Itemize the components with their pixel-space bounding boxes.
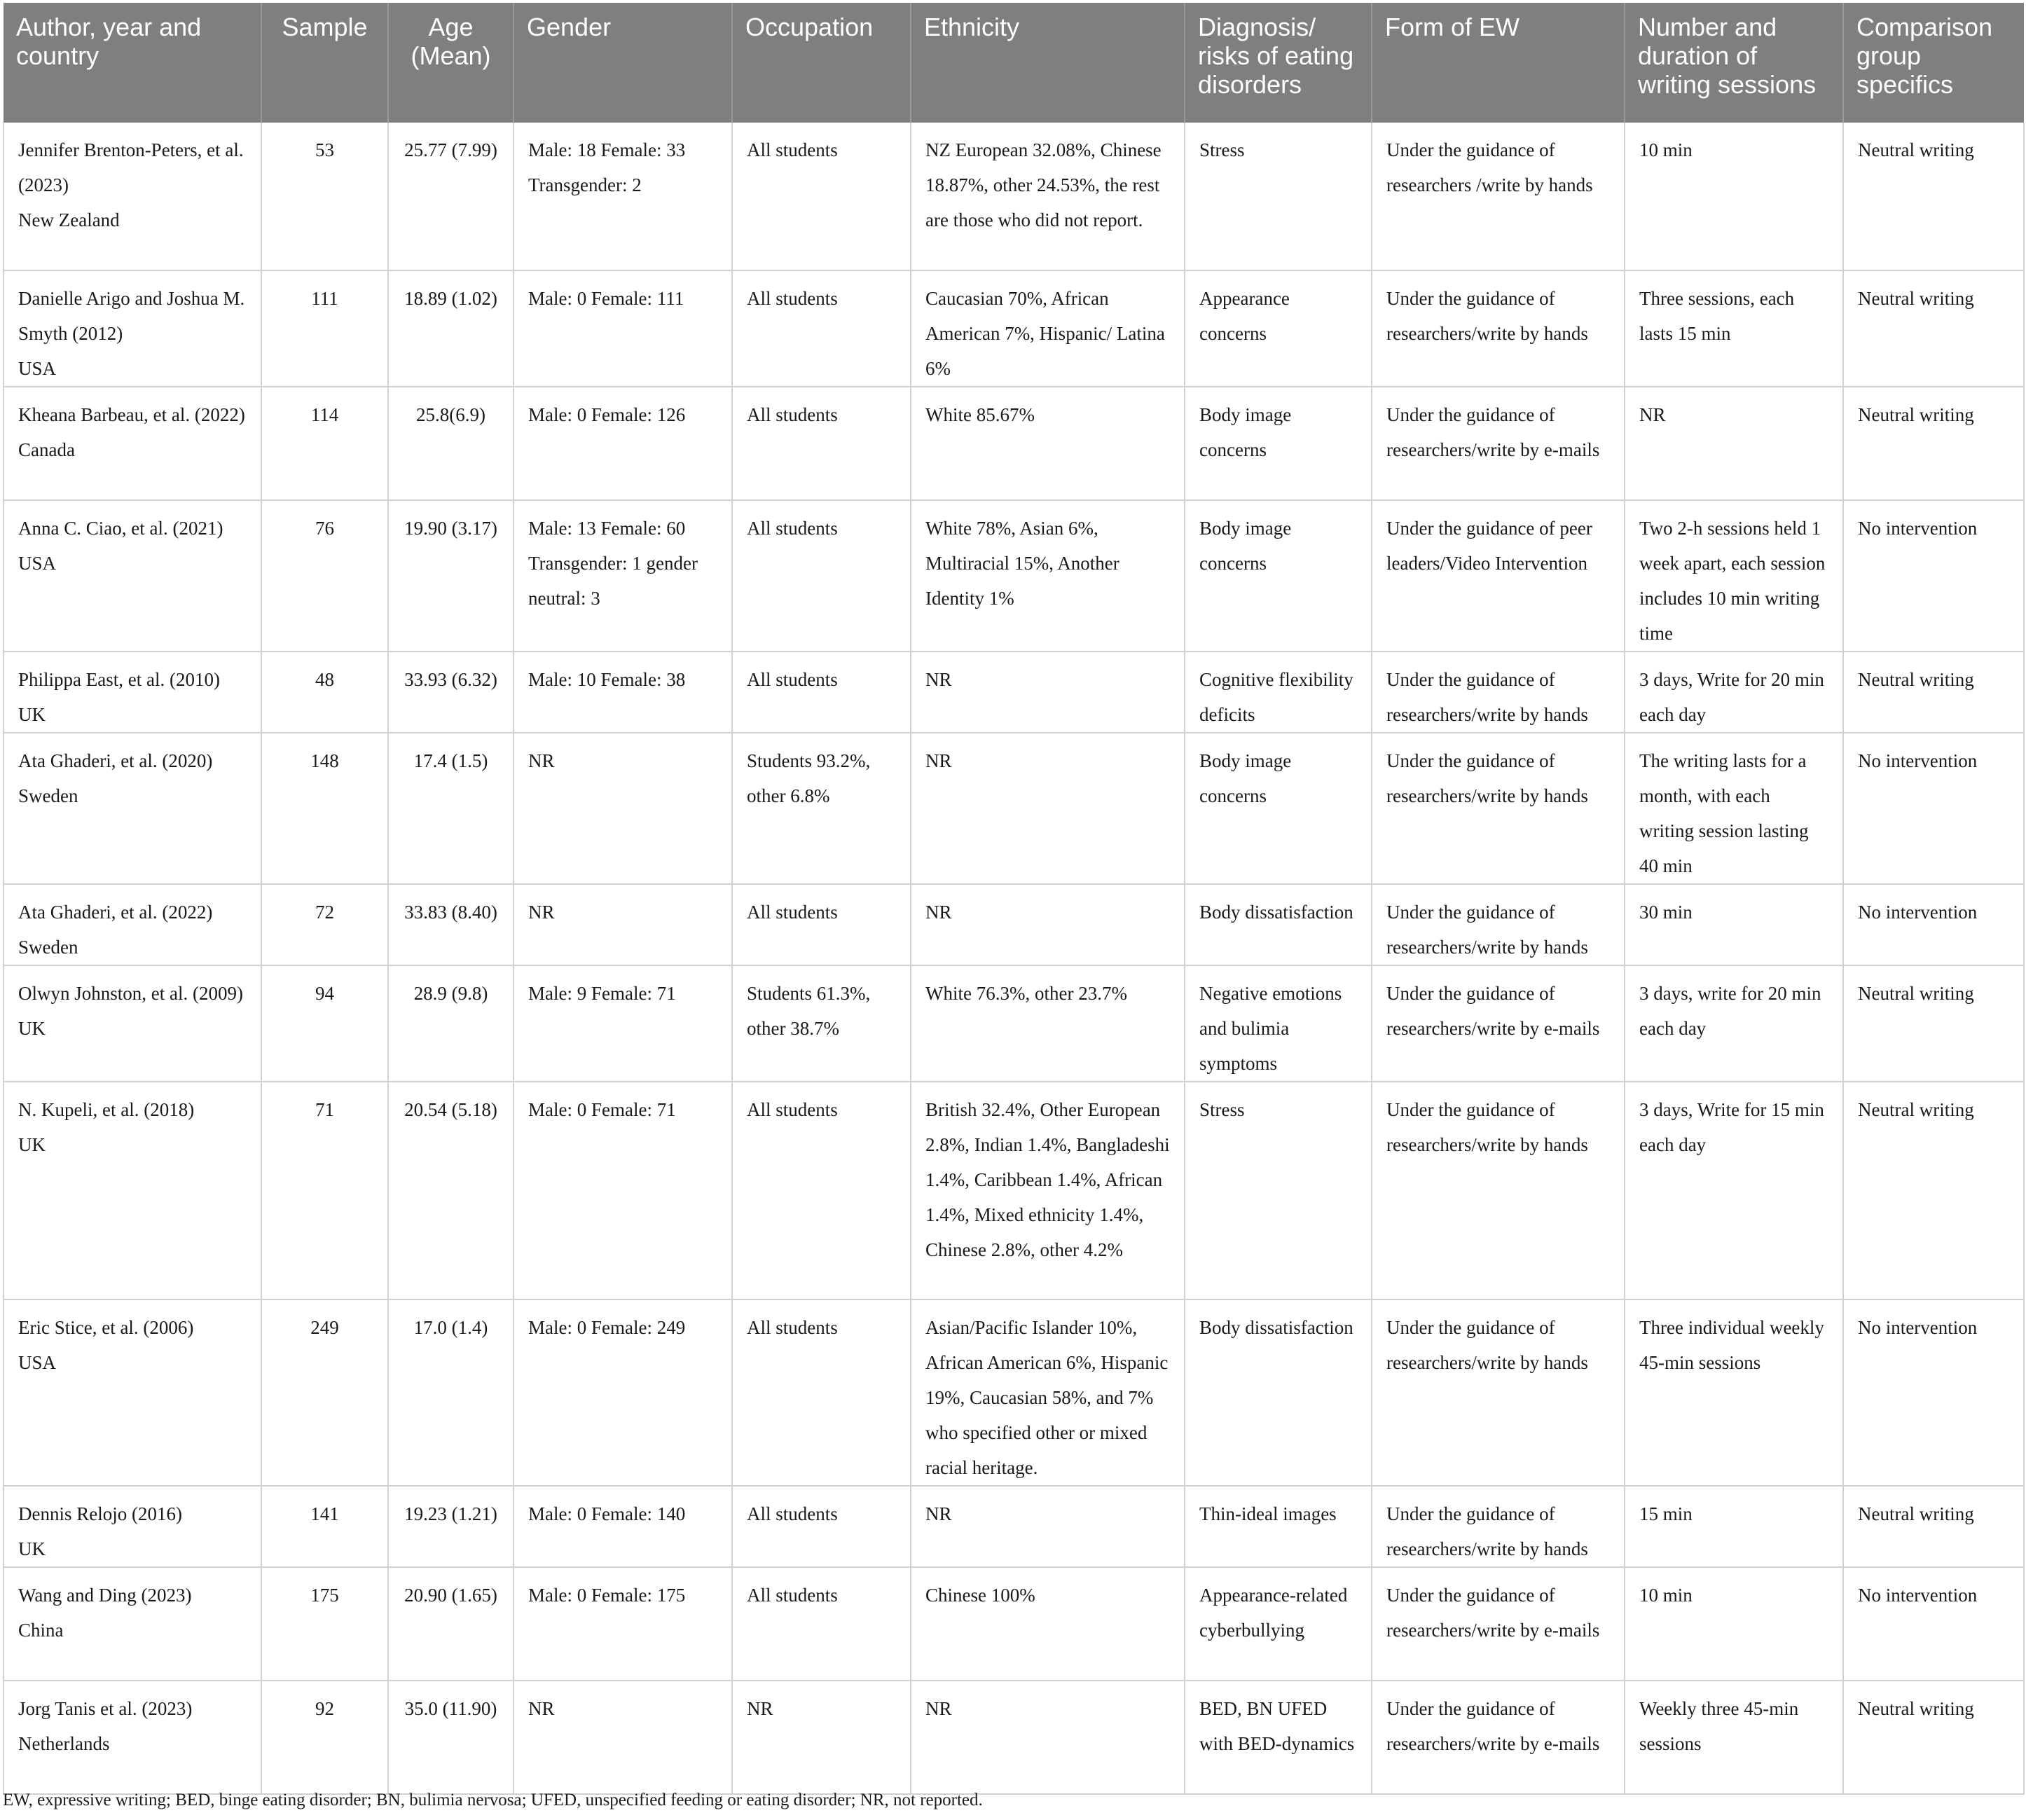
cell-comparison: No intervention <box>1843 733 2024 884</box>
cell-occupation: Students 61.3%, other 38.7% <box>732 965 911 1082</box>
header-row <box>4 3 2024 123</box>
cell-sample: 111 <box>261 270 388 387</box>
cell-occupation: All students <box>732 652 911 733</box>
cell-gender: Male: 9 Female: 71 <box>514 965 732 1082</box>
studies-table <box>3 3 2025 1795</box>
cell-author <box>4 1567 261 1681</box>
cell-sessions: 30 min <box>1625 884 1843 965</box>
cell-age: 33.83 (8.40) <box>388 884 514 965</box>
cell-sessions: NR <box>1625 387 1843 500</box>
cell-comparison: Neutral writing <box>1843 965 2024 1082</box>
cell-occupation: All students <box>732 1486 911 1567</box>
country-text: New Zealand <box>18 209 120 230</box>
cell-form: Under the guidance of researchers/write by hands <box>1372 1082 1625 1299</box>
table-row <box>4 1567 2024 1681</box>
cell-sample: 94 <box>261 965 388 1082</box>
cell-author <box>4 1681 261 1794</box>
author-text: N. Kupeli, et al. (2018) <box>18 1099 195 1120</box>
cell-ethnicity: Caucasian 70%, African American 7%, Hispanic/ Latina 6% <box>911 270 1185 387</box>
cell-gender: Male: 18 Female: 33 Transgender: 2 <box>514 123 732 270</box>
table-body <box>4 123 2024 1794</box>
cell-occupation: All students <box>732 387 911 500</box>
cell-author <box>4 1486 261 1567</box>
cell-sessions: 15 min <box>1625 1486 1843 1567</box>
cell-ethnicity: NZ European 32.08%, Chinese 18.87%, other 24.53%, the rest are those who did not report. <box>911 123 1185 270</box>
author-text: Ata Ghaderi, et al. (2022) <box>18 902 213 923</box>
cell-comparison: Neutral writing <box>1843 1681 2024 1794</box>
cell-ethnicity: NR <box>911 1681 1185 1794</box>
cell-form: Under the guidance of researchers/write by hands <box>1372 270 1625 387</box>
cell-gender: Male: 13 Female: 60 Transgender: 1 gender neutral: 3 <box>514 500 732 652</box>
cell-form: Under the guidance of researchers/write by hands <box>1372 1486 1625 1567</box>
cell-form: Under the guidance of peer leaders/Video Intervention <box>1372 500 1625 652</box>
cell-ethnicity: Chinese 100% <box>911 1567 1185 1681</box>
cell-age: 20.54 (5.18) <box>388 1082 514 1299</box>
cell-form: Under the guidance of researchers/write by e-mails <box>1372 1681 1625 1794</box>
country-text: USA <box>18 1352 57 1373</box>
cell-sessions: 3 days, Write for 20 min each day <box>1625 652 1843 733</box>
cell-age: 19.90 (3.17) <box>388 500 514 652</box>
cell-age: 33.93 (6.32) <box>388 652 514 733</box>
cell-comparison: No intervention <box>1843 500 2024 652</box>
table-row <box>4 965 2024 1082</box>
cell-diagnosis: Thin-ideal images <box>1185 1486 1372 1567</box>
header-sample: Sample <box>261 3 388 123</box>
cell-sessions: 10 min <box>1625 123 1843 270</box>
cell-diagnosis: Body dissatisfaction <box>1185 884 1372 965</box>
cell-comparison: Neutral writing <box>1843 652 2024 733</box>
cell-sample: 141 <box>261 1486 388 1567</box>
cell-form: Under the guidance of researchers/write by hands <box>1372 884 1625 965</box>
cell-ethnicity: NR <box>911 1486 1185 1567</box>
author-text: Dennis Relojo (2016) <box>18 1503 182 1524</box>
cell-ethnicity: NR <box>911 652 1185 733</box>
cell-author <box>4 652 261 733</box>
cell-sessions: 10 min <box>1625 1567 1843 1681</box>
author-text: Anna C. Ciao, et al. (2021) <box>18 518 223 539</box>
cell-age: 20.90 (1.65) <box>388 1567 514 1681</box>
cell-age: 19.23 (1.21) <box>388 1486 514 1567</box>
cell-author <box>4 884 261 965</box>
cell-sample: 114 <box>261 387 388 500</box>
cell-diagnosis: Body dissatisfaction <box>1185 1299 1372 1486</box>
table-row <box>4 500 2024 652</box>
country-text: Netherlands <box>18 1733 110 1754</box>
header-author: Author, year and country <box>4 3 261 123</box>
cell-sessions: Two 2-h sessions held 1 week apart, each session includes 10 min writing time <box>1625 500 1843 652</box>
cell-occupation: All students <box>732 270 911 387</box>
header-sessions: Number and duration of writing sessions <box>1625 3 1843 123</box>
cell-sample: 92 <box>261 1681 388 1794</box>
cell-sample: 71 <box>261 1082 388 1299</box>
author-text: Danielle Arigo and Joshua M. Smyth (2012) <box>18 288 245 344</box>
cell-form: Under the guidance of researchers/write by hands <box>1372 1299 1625 1486</box>
cell-gender: Male: 0 Female: 175 <box>514 1567 732 1681</box>
table-row <box>4 733 2024 884</box>
country-text: China <box>18 1620 64 1641</box>
author-text: Jennifer Brenton-Peters, et al. (2023) <box>18 139 244 195</box>
table-row <box>4 1082 2024 1299</box>
cell-occupation: Students 93.2%, other 6.8% <box>732 733 911 884</box>
cell-occupation: All students <box>732 1299 911 1486</box>
table-row <box>4 1299 2024 1486</box>
header-ethnicity: Ethnicity <box>911 3 1185 123</box>
header-diagnosis: Diagnosis/ risks of eating disorders <box>1185 3 1372 123</box>
cell-sessions: The writing lasts for a month, with each writing session lasting 40 min <box>1625 733 1843 884</box>
cell-age: 25.8(6.9) <box>388 387 514 500</box>
cell-diagnosis: Appearance concerns <box>1185 270 1372 387</box>
cell-sessions: Three sessions, each lasts 15 min <box>1625 270 1843 387</box>
country-text: UK <box>18 1538 46 1559</box>
cell-author <box>4 1299 261 1486</box>
table-row <box>4 123 2024 270</box>
cell-gender: Male: 0 Female: 249 <box>514 1299 732 1486</box>
cell-ethnicity: British 32.4%, Other European 2.8%, Indian 1.4%, Bangladeshi 1.4%, Caribbean 1.4%, African 1.4%, Mixed ethnicity 1.4%, Chinese 2.8%, other 4.2% <box>911 1082 1185 1299</box>
cell-sessions: 3 days, write for 20 min each day <box>1625 965 1843 1082</box>
cell-diagnosis: Negative emotions and bulimia symptoms <box>1185 965 1372 1082</box>
cell-age: 25.77 (7.99) <box>388 123 514 270</box>
cell-gender: NR <box>514 884 732 965</box>
cell-sample: 175 <box>261 1567 388 1681</box>
cell-sample: 72 <box>261 884 388 965</box>
author-text: Kheana Barbeau, et al. (2022) <box>18 404 245 425</box>
cell-age: 18.89 (1.02) <box>388 270 514 387</box>
author-text: Olwyn Johnston, et al. (2009) <box>18 983 243 1004</box>
author-text: Eric Stice, et al. (2006) <box>18 1317 194 1338</box>
cell-sample: 249 <box>261 1299 388 1486</box>
cell-author <box>4 965 261 1082</box>
cell-diagnosis: Body image concerns <box>1185 733 1372 884</box>
cell-sessions: Weekly three 45-min sessions <box>1625 1681 1843 1794</box>
table-row <box>4 884 2024 965</box>
table-row <box>4 387 2024 500</box>
country-text: UK <box>18 704 46 725</box>
cell-comparison: Neutral writing <box>1843 270 2024 387</box>
country-text: UK <box>18 1018 46 1039</box>
cell-occupation: All students <box>732 123 911 270</box>
cell-comparison: Neutral writing <box>1843 387 2024 500</box>
cell-sessions: 3 days, Write for 15 min each day <box>1625 1082 1843 1299</box>
cell-ethnicity: Asian/Pacific Islander 10%, African American 6%, Hispanic 19%, Caucasian 58%, and 7% who specified other or mixed racial heritage. <box>911 1299 1185 1486</box>
cell-sample: 76 <box>261 500 388 652</box>
cell-occupation: All students <box>732 500 911 652</box>
cell-sample: 148 <box>261 733 388 884</box>
header-form: Form of EW <box>1372 3 1625 123</box>
cell-age: 17.4 (1.5) <box>388 733 514 884</box>
cell-form: Under the guidance of researchers /write by hands <box>1372 123 1625 270</box>
cell-diagnosis: Stress <box>1185 1082 1372 1299</box>
cell-occupation: All students <box>732 1567 911 1681</box>
cell-form: Under the guidance of researchers/write by hands <box>1372 652 1625 733</box>
cell-gender: Male: 0 Female: 140 <box>514 1486 732 1567</box>
table-footnote: EW, expressive writing; BED, binge eating disorder; BN, bulimia nervosa; UFED, unspecified feeding or eating disorder; NR, not reported. <box>3 1791 983 1809</box>
cell-comparison: No intervention <box>1843 1567 2024 1681</box>
cell-gender: Male: 0 Female: 111 <box>514 270 732 387</box>
cell-diagnosis: Cognitive flexibility deficits <box>1185 652 1372 733</box>
cell-comparison: No intervention <box>1843 884 2024 965</box>
cell-occupation: All students <box>732 884 911 965</box>
cell-gender: NR <box>514 1681 732 1794</box>
author-text: Ata Ghaderi, et al. (2020) <box>18 750 213 771</box>
cell-author <box>4 123 261 270</box>
cell-ethnicity: White 85.67% <box>911 387 1185 500</box>
header-occupation: Occupation <box>732 3 911 123</box>
country-text: USA <box>18 358 57 379</box>
header-comparison: Comparison group specifics <box>1843 3 2024 123</box>
cell-ethnicity: White 78%, Asian 6%, Multiracial 15%, Another Identity 1% <box>911 500 1185 652</box>
author-text: Wang and Ding (2023) <box>18 1585 192 1606</box>
table-row <box>4 652 2024 733</box>
cell-author <box>4 733 261 884</box>
cell-diagnosis: Body image concerns <box>1185 387 1372 500</box>
cell-comparison: Neutral writing <box>1843 1082 2024 1299</box>
cell-ethnicity: NR <box>911 884 1185 965</box>
author-text: Philippa East, et al. (2010) <box>18 669 220 690</box>
header-gender: Gender <box>514 3 732 123</box>
country-text: Canada <box>18 439 75 460</box>
cell-author <box>4 270 261 387</box>
cell-comparison: No intervention <box>1843 1299 2024 1486</box>
author-text: Jorg Tanis et al. (2023) <box>18 1698 193 1719</box>
cell-author <box>4 1082 261 1299</box>
cell-sessions: Three individual weekly 45-min sessions <box>1625 1299 1843 1486</box>
cell-ethnicity: NR <box>911 733 1185 884</box>
cell-form: Under the guidance of researchers/write by e-mails <box>1372 387 1625 500</box>
cell-gender: Male: 0 Female: 126 <box>514 387 732 500</box>
cell-form: Under the guidance of researchers/write by hands <box>1372 733 1625 884</box>
country-text: Sweden <box>18 937 78 958</box>
cell-form: Under the guidance of researchers/write by e-mails <box>1372 1567 1625 1681</box>
cell-diagnosis: Stress <box>1185 123 1372 270</box>
cell-occupation: NR <box>732 1681 911 1794</box>
cell-gender: Male: 10 Female: 38 <box>514 652 732 733</box>
cell-ethnicity: White 76.3%, other 23.7% <box>911 965 1185 1082</box>
cell-diagnosis: Appearance-related cyberbullying <box>1185 1567 1372 1681</box>
cell-diagnosis: Body image concerns <box>1185 500 1372 652</box>
country-text: USA <box>18 553 57 574</box>
cell-form: Under the guidance of researchers/write by e-mails <box>1372 965 1625 1082</box>
cell-author <box>4 500 261 652</box>
cell-gender: NR <box>514 733 732 884</box>
country-text: Sweden <box>18 785 78 806</box>
cell-comparison: Neutral writing <box>1843 1486 2024 1567</box>
cell-age: 17.0 (1.4) <box>388 1299 514 1486</box>
cell-age: 35.0 (11.90) <box>388 1681 514 1794</box>
table-row <box>4 270 2024 387</box>
header-age: Age (Mean) <box>388 3 514 123</box>
table-row <box>4 1681 2024 1794</box>
cell-author <box>4 387 261 500</box>
cell-gender: Male: 0 Female: 71 <box>514 1082 732 1299</box>
cell-age: 28.9 (9.8) <box>388 965 514 1082</box>
table-header <box>4 3 2024 123</box>
cell-comparison: Neutral writing <box>1843 123 2024 270</box>
cell-sample: 48 <box>261 652 388 733</box>
cell-sample: 53 <box>261 123 388 270</box>
cell-occupation: All students <box>732 1082 911 1299</box>
cell-diagnosis: BED, BN UFED with BED-dynamics <box>1185 1681 1372 1794</box>
country-text: UK <box>18 1134 46 1155</box>
table-row <box>4 1486 2024 1567</box>
